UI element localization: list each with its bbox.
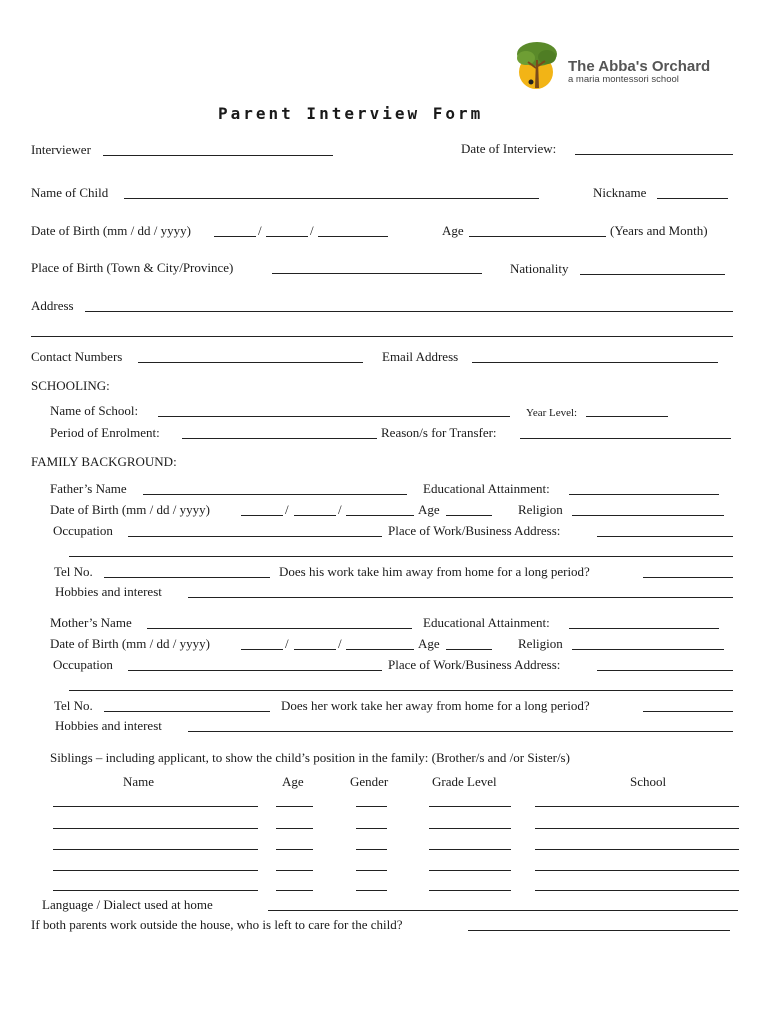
father-dob-yyyy-field[interactable] xyxy=(346,515,414,516)
father-hobbies-label: Hobbies and interest xyxy=(55,584,162,599)
sibling-age-field[interactable] xyxy=(276,890,313,891)
sibling-gender-field[interactable] xyxy=(356,870,387,871)
sibling-age-field[interactable] xyxy=(276,849,313,850)
name-of-school-label: Name of School: xyxy=(50,403,139,418)
child-dob-dd-field[interactable] xyxy=(266,236,308,237)
slash: / xyxy=(310,223,314,238)
mother-religion-label: Religion xyxy=(518,636,563,651)
mother-religion-field[interactable] xyxy=(572,649,724,650)
mother-tel-field[interactable] xyxy=(104,711,270,712)
sibling-school-field[interactable] xyxy=(535,890,739,891)
email-address-field[interactable] xyxy=(472,362,718,363)
father-religion-field[interactable] xyxy=(572,515,724,516)
sibling-age-field[interactable] xyxy=(276,870,313,871)
sibling-gender-field[interactable] xyxy=(356,890,387,891)
mother-work-away-question: Does her work take her away from home for a long period? xyxy=(281,698,590,713)
sibling-school-field[interactable] xyxy=(535,870,739,871)
father-hobbies-field[interactable] xyxy=(188,597,733,598)
slash: / xyxy=(258,223,262,238)
sibling-grade-level-field[interactable] xyxy=(429,890,511,891)
contact-numbers-label: Contact Numbers xyxy=(31,349,123,364)
father-work-address-field-line2[interactable] xyxy=(69,556,733,557)
schooling-heading: SCHOOLING: xyxy=(31,378,110,393)
mother-age-label: Age xyxy=(418,636,440,651)
slash: / xyxy=(338,502,342,517)
sibling-name-field[interactable] xyxy=(53,849,258,850)
date-of-interview-field[interactable] xyxy=(575,154,733,155)
mother-age-field[interactable] xyxy=(446,649,492,650)
page-title: Parent Interview Form xyxy=(218,104,484,123)
mother-work-away-field[interactable] xyxy=(643,711,733,712)
father-work-away-question: Does his work take him away from home for a long period? xyxy=(279,564,590,579)
slash: / xyxy=(338,636,342,651)
mother-dob-dd-field[interactable] xyxy=(294,649,336,650)
sibling-grade-level-field[interactable] xyxy=(429,806,511,807)
age-label: Age xyxy=(442,223,464,238)
sibling-name-field[interactable] xyxy=(53,806,258,807)
mother-education-label: Educational Attainment: xyxy=(423,615,550,630)
father-age-field[interactable] xyxy=(446,515,492,516)
place-of-birth-label: Place of Birth (Town & City/Province) xyxy=(31,260,234,275)
period-of-enrolment-label: Period of Enrolment: xyxy=(50,425,160,440)
interviewer-label: Interviewer xyxy=(31,142,91,157)
fathers-name-field[interactable] xyxy=(143,494,407,495)
sibling-grade-level-field[interactable] xyxy=(429,870,511,871)
name-of-child-label: Name of Child xyxy=(31,185,109,200)
name-of-school-field[interactable] xyxy=(158,416,510,417)
reasons-for-transfer-field[interactable] xyxy=(520,438,731,439)
family-heading: FAMILY BACKGROUND: xyxy=(31,454,177,469)
mother-occupation-label: Occupation xyxy=(53,657,113,672)
father-occupation-label: Occupation xyxy=(53,523,113,538)
sibling-name-field[interactable] xyxy=(53,890,258,891)
father-dob-label: Date of Birth (mm / dd / yyyy) xyxy=(50,502,210,517)
mother-dob-yyyy-field[interactable] xyxy=(346,649,414,650)
sibling-age-field[interactable] xyxy=(276,806,313,807)
father-age-label: Age xyxy=(418,502,440,517)
father-work-address-label: Place of Work/Business Address: xyxy=(388,523,561,538)
nickname-field[interactable] xyxy=(657,198,728,199)
mother-occupation-field[interactable] xyxy=(128,670,382,671)
father-work-address-field[interactable] xyxy=(597,536,733,537)
sibling-school-field[interactable] xyxy=(535,849,739,850)
email-address-label: Email Address xyxy=(382,349,459,364)
col-header-name: Name xyxy=(123,774,155,789)
col-header-grade-level: Grade Level xyxy=(432,774,497,789)
place-of-birth-field[interactable] xyxy=(272,273,482,274)
mother-education-field[interactable] xyxy=(569,628,719,629)
slash: / xyxy=(285,636,289,651)
sibling-age-field[interactable] xyxy=(276,828,313,829)
mother-work-address-field-line2[interactable] xyxy=(69,690,733,691)
address-field-line1[interactable] xyxy=(85,311,733,312)
years-months-label: (Years and Month) xyxy=(610,223,708,238)
sibling-name-field[interactable] xyxy=(53,870,258,871)
sibling-grade-level-field[interactable] xyxy=(429,828,511,829)
school-logo xyxy=(512,38,562,90)
mother-tel-label: Tel No. xyxy=(54,698,93,713)
child-dob-label: Date of Birth (mm / dd / yyyy) xyxy=(31,223,191,238)
father-dob-dd-field[interactable] xyxy=(294,515,336,516)
sibling-school-field[interactable] xyxy=(535,828,739,829)
caregiver-field[interactable] xyxy=(468,930,730,931)
language-label: Language / Dialect used at home xyxy=(42,897,213,912)
brand-tagline: a maria montessori school xyxy=(568,74,679,85)
col-header-gender: Gender xyxy=(350,774,389,789)
child-dob-yyyy-field[interactable] xyxy=(318,236,388,237)
mothers-name-label: Mother’s Name xyxy=(50,615,132,630)
brand-name: The Abba's Orchard xyxy=(568,58,711,75)
nationality-field[interactable] xyxy=(580,274,725,275)
language-field[interactable] xyxy=(268,910,738,911)
interviewer-field[interactable] xyxy=(103,155,333,156)
mother-work-address-label: Place of Work/Business Address: xyxy=(388,657,561,672)
father-tel-label: Tel No. xyxy=(54,564,93,579)
sibling-name-field[interactable] xyxy=(53,828,258,829)
father-education-field[interactable] xyxy=(569,494,719,495)
father-tel-field[interactable] xyxy=(104,577,270,578)
date-of-interview-label: Date of Interview: xyxy=(461,141,557,156)
mother-dob-mm-field[interactable] xyxy=(241,649,283,650)
mother-hobbies-field[interactable] xyxy=(188,731,733,732)
address-label: Address xyxy=(31,298,74,313)
orchard-tree-icon xyxy=(512,38,562,90)
father-occupation-field[interactable] xyxy=(128,536,382,537)
mother-work-address-field[interactable] xyxy=(597,670,733,671)
father-religion-label: Religion xyxy=(518,502,563,517)
contact-numbers-field[interactable] xyxy=(138,362,363,363)
sibling-gender-field[interactable] xyxy=(356,806,387,807)
sibling-grade-level-field[interactable] xyxy=(429,849,511,850)
name-of-child-field[interactable] xyxy=(124,198,539,199)
nickname-label: Nickname xyxy=(593,185,647,200)
child-dob-mm-field[interactable] xyxy=(214,236,256,237)
mother-dob-label: Date of Birth (mm / dd / yyyy) xyxy=(50,636,210,651)
period-of-enrolment-field[interactable] xyxy=(182,438,377,439)
reasons-for-transfer-label: Reason/s for Transfer: xyxy=(381,425,497,440)
col-header-school: School xyxy=(630,774,667,789)
father-dob-mm-field[interactable] xyxy=(241,515,283,516)
nationality-label: Nationality xyxy=(510,261,569,276)
age-field[interactable] xyxy=(469,236,606,237)
siblings-intro: Siblings – including applicant, to show the child’s position in the family: (Brother/s and /or Sister/s) xyxy=(50,750,570,765)
fathers-name-label: Father’s Name xyxy=(50,481,127,496)
slash: / xyxy=(285,502,289,517)
mother-hobbies-label: Hobbies and interest xyxy=(55,718,162,733)
year-level-field[interactable] xyxy=(586,416,668,417)
sibling-school-field[interactable] xyxy=(535,806,739,807)
address-field-line2[interactable] xyxy=(31,336,733,337)
year-level-label: Year Level: xyxy=(526,407,578,419)
mothers-name-field[interactable] xyxy=(147,628,412,629)
caregiver-question: If both parents work outside the house, who is left to care for the child? xyxy=(31,917,403,932)
father-work-away-field[interactable] xyxy=(643,577,733,578)
sibling-gender-field[interactable] xyxy=(356,828,387,829)
col-header-age: Age xyxy=(282,774,304,789)
sibling-gender-field[interactable] xyxy=(356,849,387,850)
father-education-label: Educational Attainment: xyxy=(423,481,550,496)
